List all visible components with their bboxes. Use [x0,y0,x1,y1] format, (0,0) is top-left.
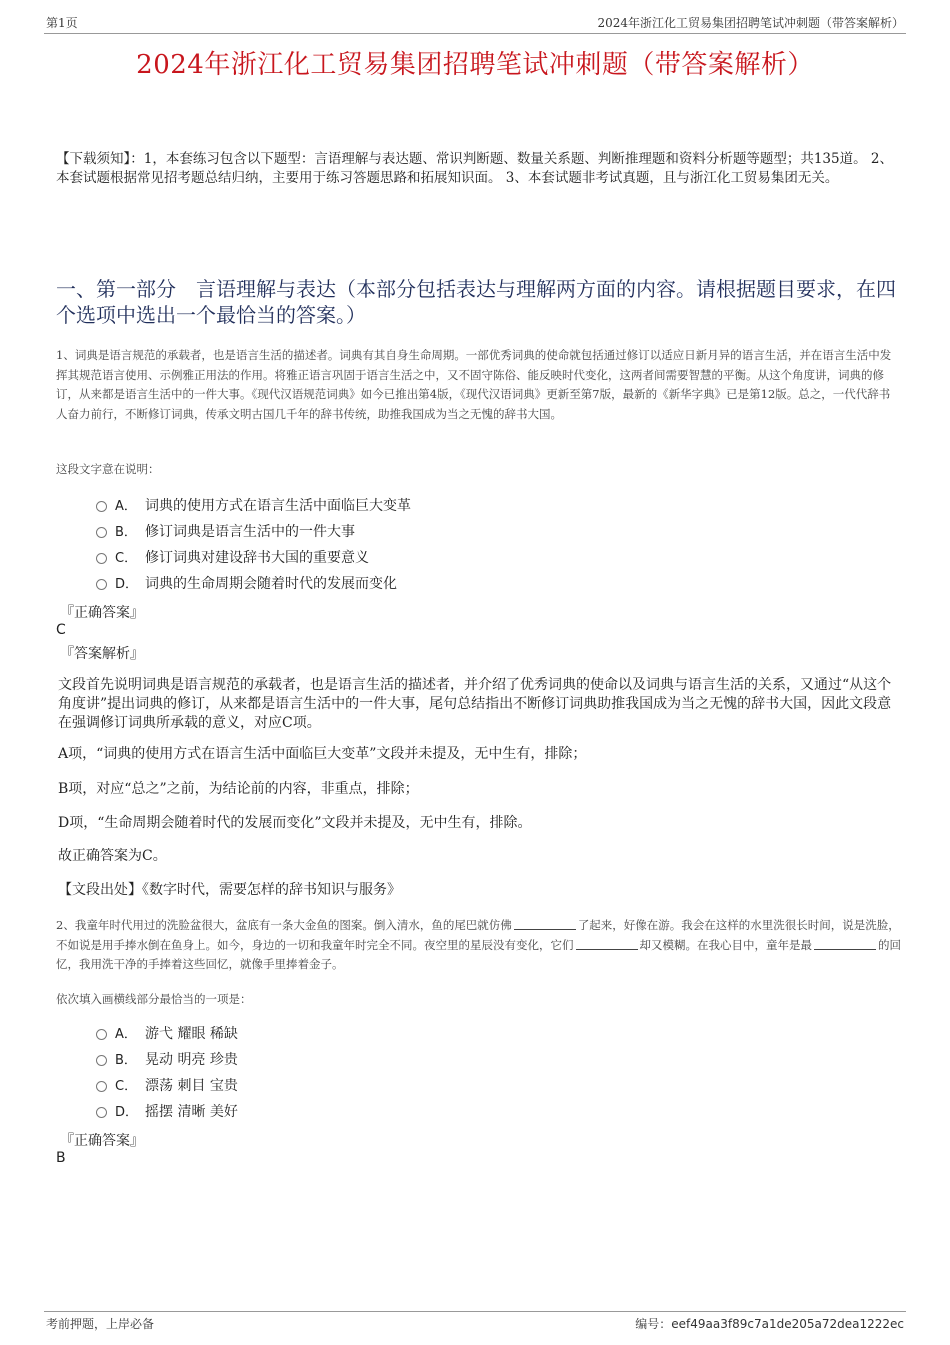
q1-analysis-label: 『答案解析』 [60,646,144,662]
q1-option-a[interactable]: A． 词典的使用方式在语言生活中面临巨大变革 [96,495,411,517]
q1-option-b[interactable]: B． 修订词典是语言生活中的一件大事 [96,521,355,543]
page-title: 2024年浙江化工贸易集团招聘笔试冲刺题（带答案解析） [136,50,814,80]
header-divider [44,33,906,34]
header-doc-title: 2024年浙江化工贸易集团招聘笔试冲刺题（带答案解析） [597,16,904,30]
q1-answer-label: 『正确答案』 [60,605,144,621]
radio-icon[interactable] [96,1107,107,1118]
section-heading: 一、第一部分 言语理解与表达（本部分包括表达与理解两方面的内容。请根据题目要求，在四个选项中选出一个最恰当的答案。） [56,277,896,327]
radio-icon[interactable] [96,579,107,590]
q1-answer: C [56,622,66,638]
q2-option-d[interactable]: D． 摇摆 清晰 美好 [96,1101,238,1123]
q2-option-a[interactable]: A． 游弋 耀眼 稀缺 [96,1023,238,1045]
footer-code: 编号：eef49aa3f89c7a1de205a72dea1222ec [635,1317,904,1331]
footer-divider [44,1311,906,1312]
question-1-prompt: 这段文字意在说明： [56,462,160,476]
radio-icon[interactable] [96,1081,107,1092]
fill-blank-2 [576,937,638,950]
page-number: 第1页 [46,16,78,30]
download-notice: 【下载须知】：1，本套练习包含以下题型：言语理解与表达题、常识判断题、数量关系题、判断推理题和资料分析题等题型；共135道。 2、本套试题根据常见招考题总结归纳，主要用于练习答题思路和拓展知识面。 3、本套试题非考试真题，且与浙江化工贸易集团无关。 [56,151,893,186]
radio-icon[interactable] [96,527,107,538]
question-1-text: 1、词典是语言规范的承载者，也是语言生活的描述者。词典有其自身生命周期。一部优秀词典的使命就包括通过修订以适应日新月异的语言生活，并在语言生活中发挥其规范语言使用、示例雅正用法的作用。将雅正语言巩固于语言生活之中，又不固守陈俗、能反映时代变化，这两者间需要智慧的平衡。从这个角度讲，词典的修订，从来都是语言生活中的一件大事。《现代汉语规范词典》如今已推出第4版，《现代汉语词典》更新至第7版，最新的《新华字典》已是第12版。总之，一代代辞书人奋力前行，不断修订词典，传承文明古国几千年的辞书传统，助推我国成为当之无愧的辞书大国。 [56,348,892,421]
q1-analysis-conclusion: 故正确答案为C。 [58,848,167,864]
radio-icon[interactable] [96,501,107,512]
radio-icon[interactable] [96,553,107,564]
radio-icon[interactable] [96,1029,107,1040]
q2-answer: B [56,1150,66,1166]
q2-option-c[interactable]: C． 漂荡 刺目 宝贵 [96,1075,238,1097]
radio-icon[interactable] [96,1055,107,1066]
footer-slogan: 考前押题，上岸必备 [46,1317,155,1331]
q1-analysis-b: B项，对应“总之”之前，为结论前的内容，非重点，排除； [58,781,419,797]
question-2-prompt: 依次填入画横线部分最恰当的一项是： [56,992,252,1006]
q1-analysis-a: A项，“词典的使用方式在语言生活中面临巨大变革”文段并未提及，无中生有，排除； [58,746,587,762]
question-2-text: 2、我童年时代用过的洗脸盆很大，盆底有一条大金鱼的图案。倒入清水，鱼的尾巴就仿佛 了起来，好像在游。我会在这样的水里洗很长时间，说是洗脸，不如说是用手捧水倒在鱼身上。如今，身边的一切和我童年时完全不同。夜空里的星辰没有变化，它们 却又模糊。在我心目中，童年是最 的回忆，我用洗干净的手捧着这些回忆，就像手里捧着金子。 [56,918,901,971]
q1-analysis-main: 文段首先说明词典是语言规范的承载者，也是语言生活的描述者，并介绍了优秀词典的使命以及词典与语言生活的关系，又通过“从这个角度讲”提出词典的修订，从来都是语言生活中的一件大事，尾句总结指出不断修订词典助推我国成为当之无愧的辞书大国，因此文段意在强调修订词典所承载的意义，对应C项。 [58,677,892,731]
fill-blank-1 [514,917,576,930]
fill-blank-3 [814,937,876,950]
q2-answer-label: 『正确答案』 [60,1133,144,1149]
q1-option-c[interactable]: C． 修订词典对建设辞书大国的重要意义 [96,547,369,569]
q1-analysis-d: D项，“生命周期会随着时代的发展而变化”文段并未提及，无中生有，排除。 [58,815,532,831]
q2-option-b[interactable]: B． 晃动 明亮 珍贵 [96,1049,238,1071]
q1-source: 【文段出处】《数字时代，需要怎样的辞书知识与服务》 [58,882,401,898]
q1-option-d[interactable]: D． 词典的生命周期会随着时代的发展而变化 [96,573,397,595]
